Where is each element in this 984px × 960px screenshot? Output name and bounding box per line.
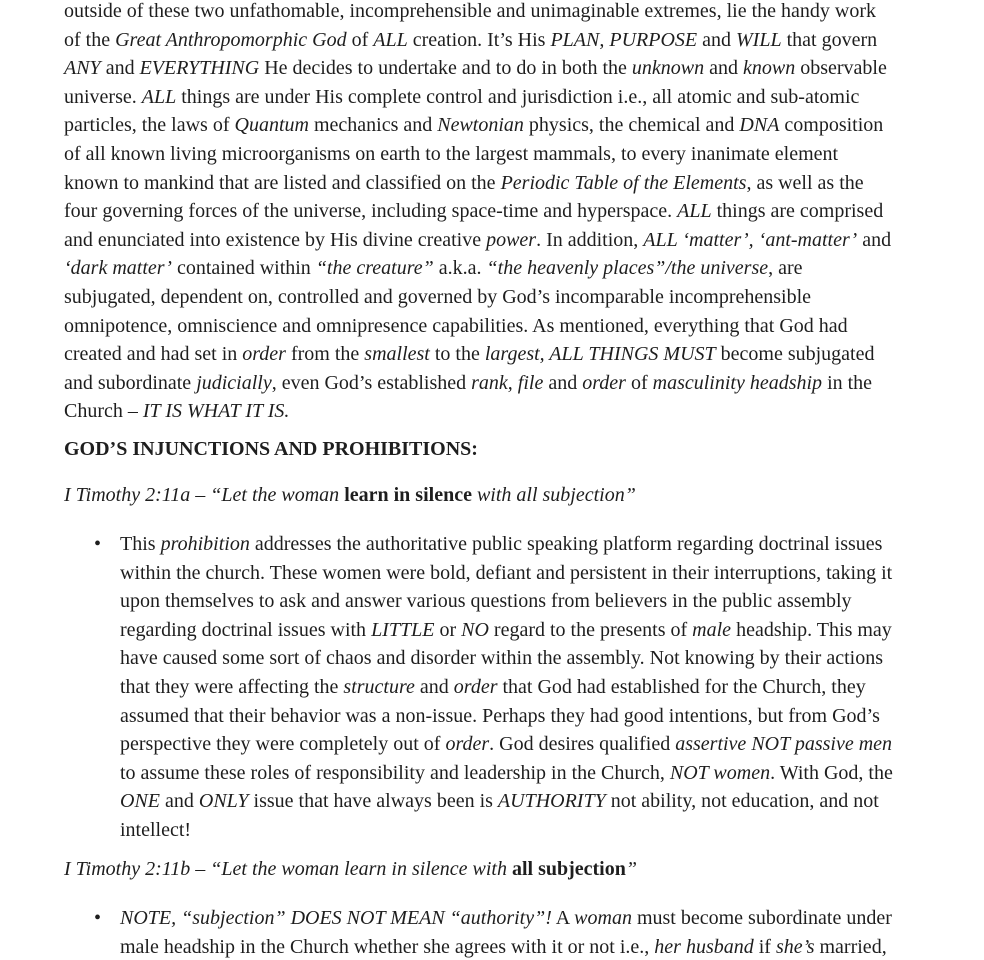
text-run: upon themselves to ask and answer various questions from believers in the public assembly [120, 590, 852, 613]
text-run: from the [285, 343, 365, 366]
text-run: observable [795, 57, 887, 80]
text-line [120, 816, 970, 845]
text-run: subjugated, dependent on, controlled and governed by God’s incomparable incomprehensible [64, 285, 812, 308]
text-run: ‘dark matter’ [64, 257, 172, 280]
text-run: that God had established for the Church, they [497, 675, 866, 698]
text-run: married, [814, 935, 887, 958]
text-run: prohibition [160, 533, 250, 555]
text-run: WILL [736, 28, 782, 51]
text-run: things are comprised [711, 200, 884, 223]
text-run: I Timothy 2:11b – “Let the woman learn in silence with [64, 858, 512, 880]
text-run: woman [574, 907, 632, 929]
text-run: a.k.a. [433, 257, 487, 280]
text-line [120, 759, 970, 788]
text-run: particles, the laws of [64, 114, 235, 137]
text-line [64, 340, 964, 369]
text-run: EVERYTHING [139, 57, 260, 80]
text-run: order [242, 343, 286, 366]
text-line [120, 559, 970, 588]
text-run: DNA [739, 114, 780, 137]
text-run: , are [768, 257, 803, 280]
text-run: that they were affecting the [120, 675, 344, 698]
bullet-icon: • [94, 907, 102, 929]
text-run: judicially [196, 371, 272, 394]
text-run: she’s [775, 935, 815, 958]
text-run: masculinity headship [652, 371, 823, 394]
text-run: ” [625, 858, 637, 880]
text-run: things are under His complete control and jurisdiction i.e., all atomic and sub-atomic [176, 85, 860, 108]
text-run: known [743, 57, 796, 80]
text-run: of [625, 371, 653, 394]
text-run: structure [343, 675, 415, 698]
text-run: become subjugated [715, 343, 875, 366]
text-line [64, 0, 964, 26]
text-run: within the church. These women were bold, defiant and persistent in their interruptions, taking it [120, 561, 893, 584]
bullet-text [120, 530, 970, 845]
text-run: NO [461, 618, 489, 641]
text-line [120, 644, 970, 673]
text-run: outside of these two unfathomable, incomprehensible and unimaginable extremes, lie the handy work [64, 0, 876, 22]
text-run: assumed that their behavior was a non-issue. Perhaps they had good intentions, but from God’s [120, 704, 880, 727]
text-line [120, 530, 970, 559]
text-run: of all known living microorganisms on earth to the largest mammals, to every inanimate element [64, 142, 839, 165]
text-run: . In addition, [536, 228, 644, 251]
text-line [120, 904, 970, 933]
text-run: if [753, 935, 776, 958]
text-run: largest, ALL THINGS MUST [484, 343, 716, 366]
text-run: Newtonian [437, 114, 524, 137]
text-run: creation. It’s His [407, 28, 551, 51]
text-run: power [486, 228, 537, 251]
text-run: contained within [171, 257, 316, 280]
text-run: ANY [64, 57, 101, 80]
text-run: ALL [677, 200, 712, 223]
text-run: A [551, 907, 575, 929]
text-run: universe. [64, 85, 142, 108]
text-line [120, 933, 970, 960]
text-run: This [120, 533, 161, 555]
text-line [64, 226, 964, 255]
text-run: and [414, 675, 454, 698]
text-run: male [692, 618, 732, 641]
bullet-icon: • [94, 533, 102, 555]
text-line [64, 111, 964, 140]
text-run: IT IS WHAT IT IS. [142, 400, 290, 423]
text-run: ONE [120, 790, 160, 813]
text-run: smallest [364, 343, 430, 366]
text-run: He decides to undertake and to do in both the [259, 57, 632, 80]
text-line [64, 169, 964, 198]
text-run: not ability, not education, and not [605, 790, 879, 813]
text-run: male headship in the Church whether she agrees with it or not i.e., [120, 935, 655, 958]
text-line [64, 397, 964, 426]
text-run: and [857, 228, 892, 251]
section-heading: GOD’S INJUNCTIONS AND PROHIBITIONS: [64, 438, 478, 460]
text-run: ALL [141, 85, 177, 108]
text-run: unknown [631, 57, 705, 80]
text-run: four governing forces of the universe, including space-time and hyperspace. [64, 200, 678, 223]
text-run: “the heavenly places”/the universe [486, 257, 769, 280]
verse-reference-11b [64, 858, 637, 881]
text-run: known to mankind that are listed and classified on the [64, 171, 501, 194]
text-run: with all subjection” [471, 484, 636, 506]
text-run: regard to the presents of [488, 618, 693, 641]
text-run: to assume these roles of responsibility and leadership in the Church, [120, 761, 670, 784]
text-run: composition [779, 114, 884, 137]
text-run: Periodic Table of the Elements [500, 171, 747, 194]
text-run: omnipotence, omniscience and omnipresence capabilities. As mentioned, everything that God had [64, 314, 848, 337]
text-run: and [100, 57, 140, 80]
text-run: regarding doctrinal issues with [120, 618, 372, 641]
text-line [64, 83, 964, 112]
text-run: intellect! [120, 818, 192, 841]
text-run: must become subordinate under [631, 907, 892, 929]
text-run: all subjection [511, 858, 626, 880]
text-line [120, 702, 970, 731]
text-run: her husband [654, 935, 754, 958]
text-line [64, 369, 964, 398]
text-run: ALL ‘matter’, ‘ant-matter’ [643, 228, 858, 251]
text-run: . God desires qualified [489, 733, 676, 756]
text-run: AUTHORITY [497, 790, 606, 813]
text-run: learn in silence [344, 484, 472, 506]
text-run: , as well as the [746, 171, 864, 194]
text-run: or [434, 618, 462, 641]
verse-reference-11a [64, 484, 636, 507]
text-run: “the creature” [315, 257, 434, 280]
bullet-text [120, 904, 970, 960]
text-run: headship. This may [731, 618, 892, 641]
text-run: ONLY [198, 790, 249, 813]
text-run: created and had set in [64, 343, 243, 366]
text-run: assertive NOT passive men [675, 733, 893, 756]
text-run: PLAN, PURPOSE [550, 28, 698, 51]
text-line [64, 283, 964, 312]
text-run: addresses the authoritative public speaking platform regarding doctrinal issues [249, 533, 883, 555]
text-run: in the [822, 371, 873, 394]
text-run: ALL [373, 28, 408, 51]
text-run: order [453, 675, 498, 698]
text-run: , even God’s established [271, 371, 472, 394]
text-run: LITTLE [371, 618, 435, 641]
text-line [120, 730, 970, 759]
text-run: Church – [64, 400, 143, 423]
text-line [120, 673, 970, 702]
text-line [64, 254, 964, 283]
text-run: rank, file [471, 371, 544, 394]
text-run: order [582, 371, 626, 394]
text-run: have caused some sort of chaos and disorder within the assembly. Not knowing by their actions [120, 647, 883, 670]
text-run: and [160, 790, 199, 813]
text-run: and [543, 371, 583, 394]
text-run: of the [64, 28, 116, 51]
text-run: and [697, 28, 737, 51]
text-run: issue that have always been is [248, 790, 498, 813]
text-run: Great Anthropomorphic God [115, 28, 347, 51]
text-run: perspective they were completely out of [120, 733, 446, 756]
text-run: NOTE, “subjection” DOES NOT MEAN “authority”! [120, 907, 552, 929]
text-run: physics, the chemical and [523, 114, 740, 137]
text-run: that govern [781, 28, 878, 51]
text-line [120, 616, 970, 645]
text-run: I Timothy 2:11a – “Let the woman [64, 484, 345, 506]
text-line [64, 197, 964, 226]
text-run: and subordinate [64, 371, 197, 394]
text-line [120, 787, 970, 816]
text-run: Quantum [234, 114, 309, 137]
text-run: mechanics and [308, 114, 438, 137]
intro-paragraph [64, 0, 964, 426]
text-run: to the [429, 343, 485, 366]
text-run: order [445, 733, 490, 756]
text-run: NOT women [669, 761, 771, 784]
text-line [64, 140, 964, 169]
text-run: and [704, 57, 744, 80]
bullet-item-prohibition [94, 530, 970, 845]
text-run: and enunciated into existence by His divine creative [64, 228, 487, 251]
text-run: . With God, the [770, 761, 893, 784]
text-line [64, 312, 964, 341]
text-line [64, 54, 964, 83]
text-line [120, 587, 970, 616]
text-run: of [346, 28, 374, 51]
text-line [64, 26, 964, 55]
bullet-item-subjection-note [94, 904, 970, 960]
